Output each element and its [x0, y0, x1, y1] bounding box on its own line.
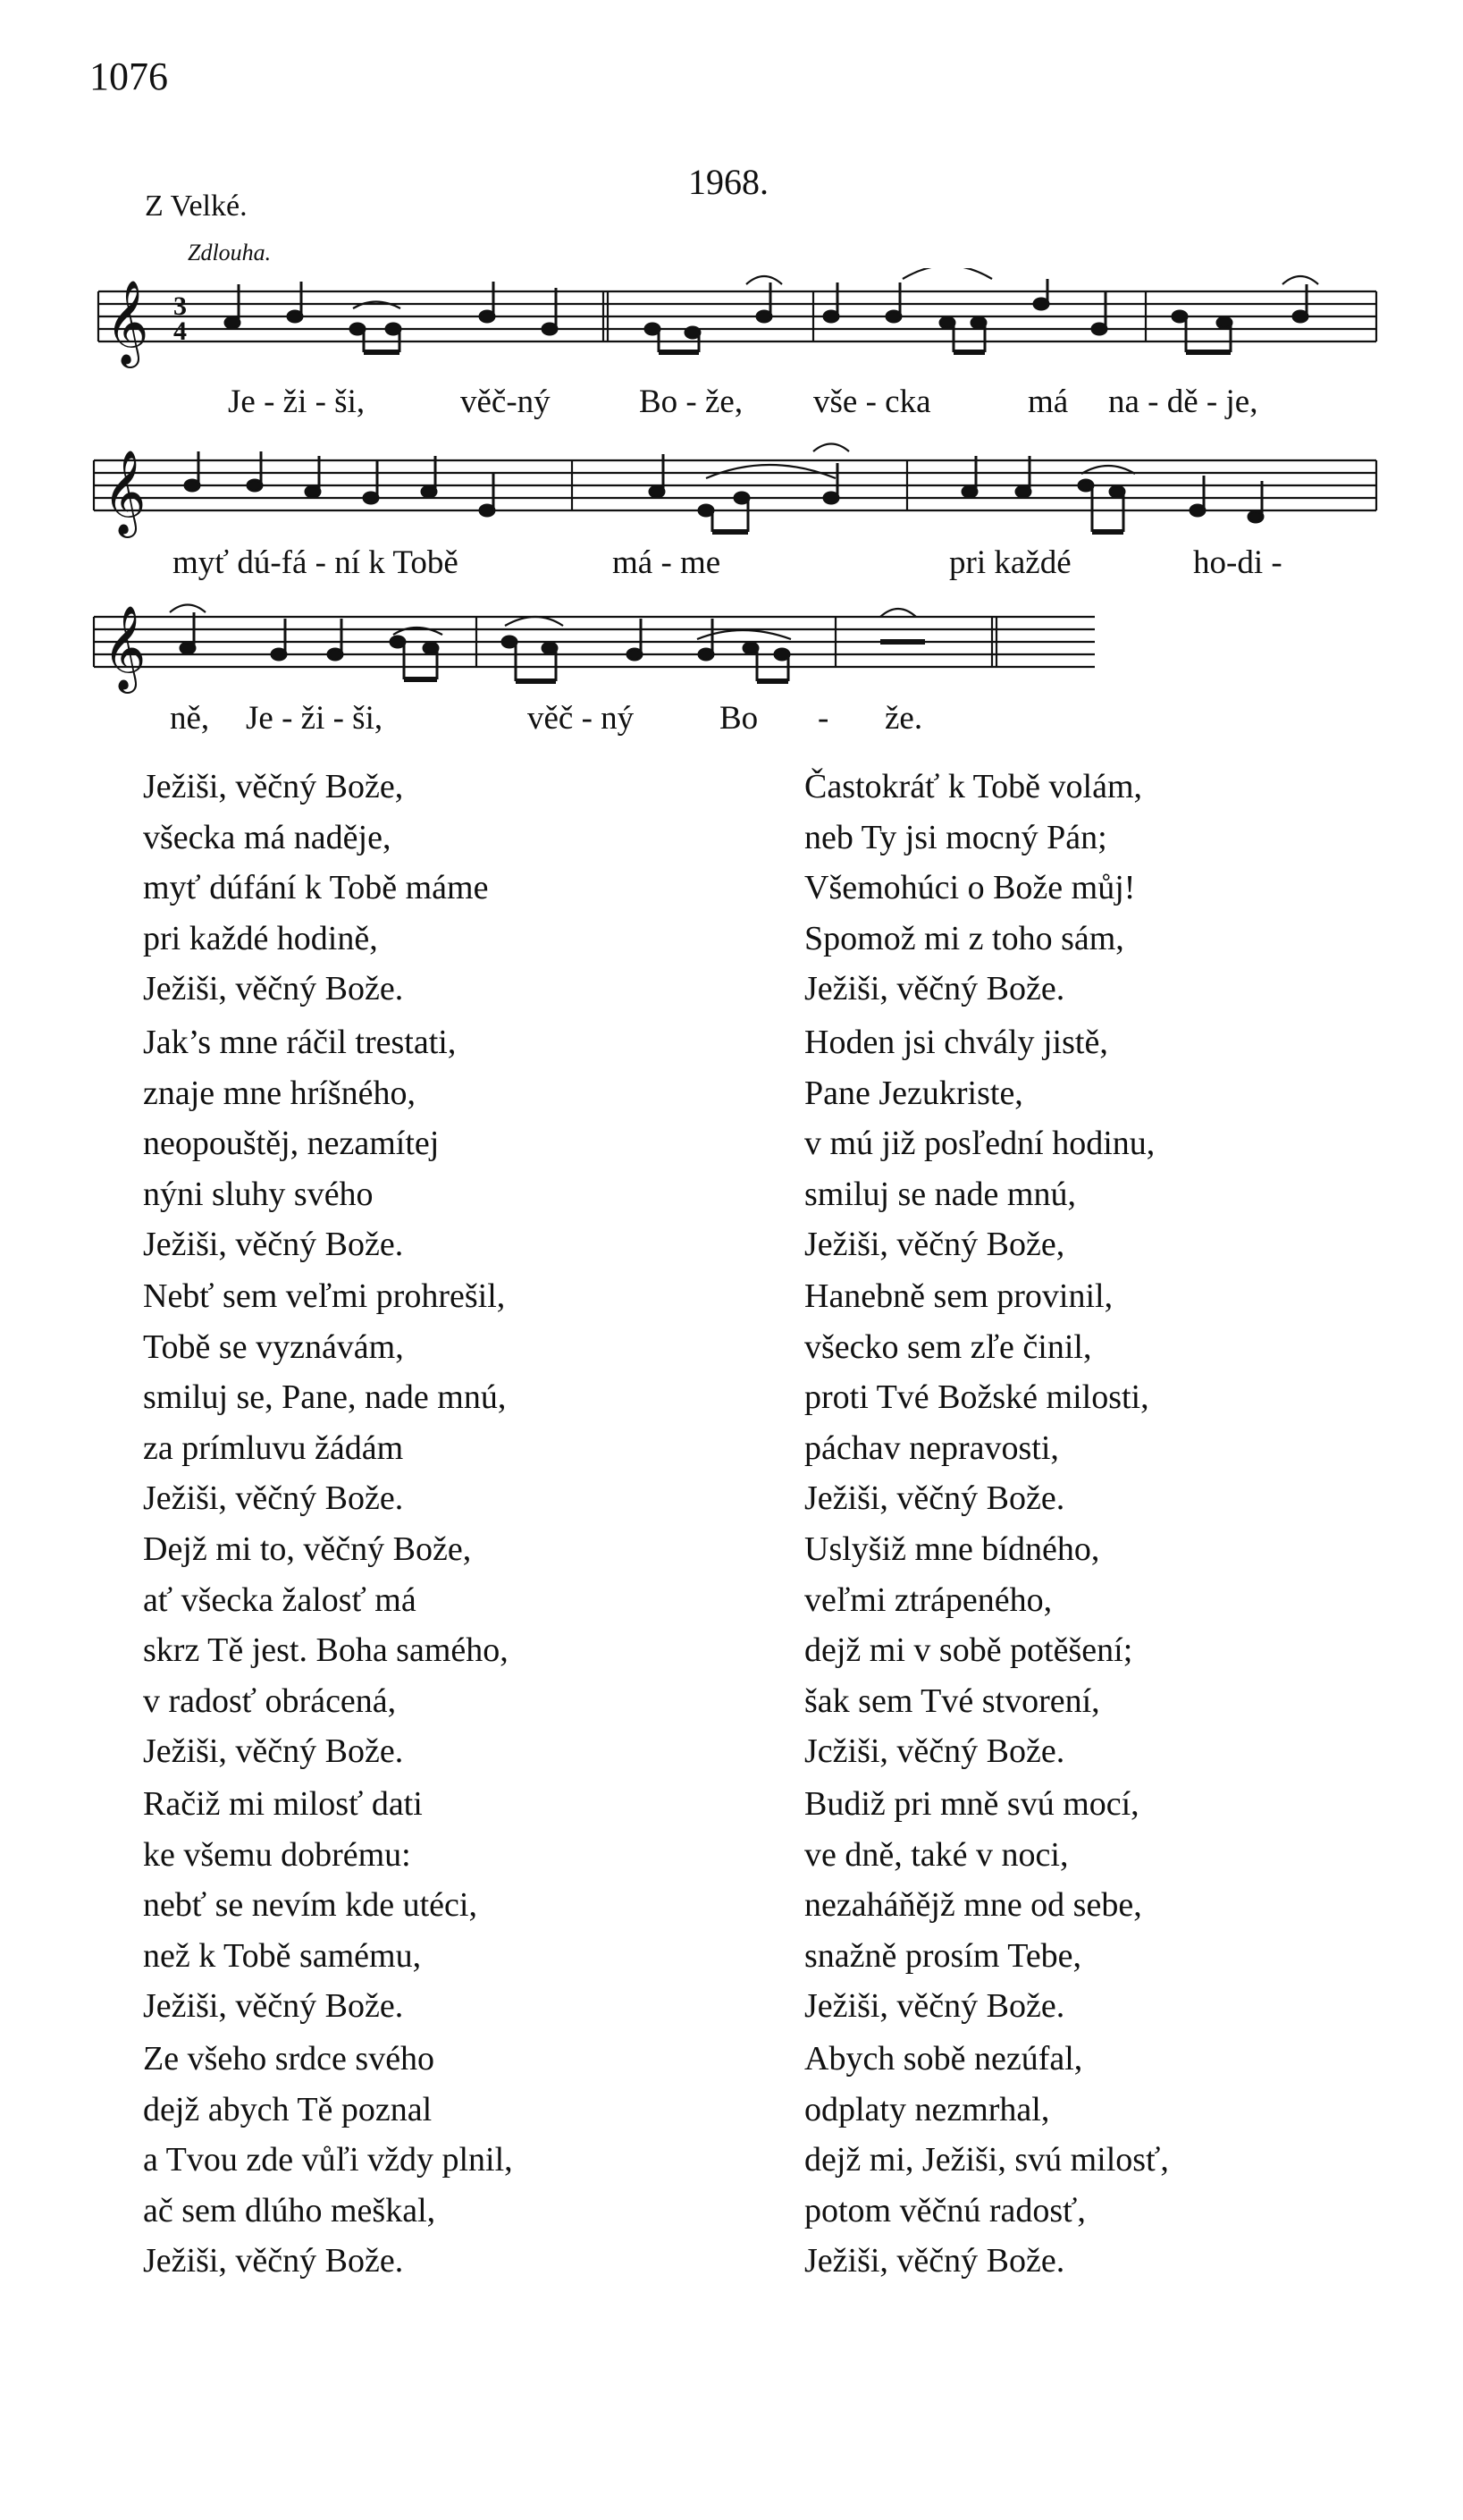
verse-left-6	[143, 2034, 715, 2287]
verse-line: neb Ty jsi mocný Pán;	[804, 818, 1107, 856]
verse-line: Jak’s mne ráčil trestati,	[143, 1024, 457, 1061]
verse-line: Tobě se vyznávám,	[143, 1327, 404, 1366]
verse-line: Hoden jsi chvály jistě,	[804, 1024, 1108, 1061]
verse-line: proti Tvé Božské milosti,	[804, 1378, 1149, 1416]
music-staff-2	[0, 438, 1463, 554]
treble-clef-icon: 𝄞	[103, 605, 147, 690]
verse-line: Hanebně sem provinil,	[804, 1277, 1114, 1315]
lyric-line-2-syllable: ho-di -	[1193, 544, 1282, 581]
verse-line: Budiž pri mně svú mocí,	[804, 1785, 1139, 1823]
verse-line: dejž mi v sobě potěšení;	[804, 1631, 1133, 1669]
verse-left-2	[143, 1017, 715, 1270]
verse-line: Abych sobě nezúfal,	[804, 2040, 1083, 2078]
verse-line: Ježiši, věčný Bože.	[804, 1479, 1065, 1517]
verse-line: páchav nepravosti,	[804, 1429, 1059, 1467]
time-signature-lower: 4	[173, 316, 187, 346]
verse-line: znaje mne hríšného,	[143, 1074, 416, 1112]
verse-line: Spomož mi z toho sám,	[804, 919, 1124, 957]
verse-line: smiluj se, Pane, nade mnú,	[143, 1378, 507, 1416]
lyric-line-2-syllable: myť dú-fá - ní k Tobě	[172, 544, 458, 581]
verse-line: Nebť sem veľmi prohrešil,	[143, 1277, 506, 1315]
verse-line: Ježiši, věčný Bože.	[143, 1226, 404, 1263]
verse-line: Ježiši, věčný Bože,	[804, 1226, 1065, 1263]
lyric-line-3-syllable: ně,	[170, 700, 210, 737]
verse-line: Ježiši, věčný Bože.	[143, 970, 404, 1007]
verse-line: Ježiši, věčný Bože,	[143, 768, 404, 805]
verse-line: ač sem dlúho meškal,	[143, 2191, 436, 2229]
verse-line: v mú již posľední hodinu,	[804, 1125, 1156, 1162]
verse-line: smiluj se nade mnú,	[804, 1175, 1076, 1213]
verse-right-6	[804, 2034, 1376, 2287]
treble-clef-icon: 𝄞	[103, 450, 147, 535]
verse-line: nýni sluhy svého	[143, 1175, 374, 1213]
verse-line: všecko sem zľe činil,	[804, 1327, 1092, 1366]
verse-line: neopouštěj, nezamítej	[143, 1125, 440, 1162]
verse-line: všecka má naděje,	[143, 818, 391, 856]
lyric-line-1-syllable: Bo - že,	[639, 383, 744, 420]
song-number: 1968.	[688, 162, 769, 202]
treble-clef-icon: 𝄞	[105, 280, 149, 365]
verse-right-1	[804, 762, 1376, 1015]
lyric-line-3-syllable: Bo	[719, 700, 759, 737]
verse-line: Ježiši, věčný Bože.	[804, 970, 1065, 1007]
verse-line: Jcžiši, věčný Bože.	[804, 1732, 1065, 1770]
verse-line: Ježiši, věčný Bože.	[804, 1987, 1065, 2025]
verse-line: nebť se nevím kde utéci,	[143, 1886, 477, 1924]
verse-line: Ježiši, věčný Bože.	[143, 1732, 404, 1770]
lyric-line-3-syllable: Je - ži - ši,	[246, 700, 383, 737]
lyric-line-3-syllable: že.	[885, 700, 923, 737]
verse-line: Ježiši, věčný Bože.	[143, 2242, 404, 2280]
verse-left-5	[143, 1779, 715, 2032]
verse-line: v radosť obrácená,	[143, 1681, 397, 1720]
verse-line: Uslyšiž mne bídného,	[804, 1530, 1100, 1568]
verse-line: odplaty nezmrhal,	[804, 2090, 1050, 2128]
verse-left-4	[143, 1524, 715, 1777]
lyric-line-1-syllable: vše - cka	[813, 383, 931, 420]
lyric-line-1-syllable: Je - ži - ši,	[228, 383, 366, 420]
verse-right-3	[804, 1271, 1376, 1524]
verse-line: Račiž mi milosť dati	[143, 1785, 423, 1823]
verse-line: myť dúfání k Tobě máme	[143, 869, 489, 906]
music-staff-3	[0, 594, 1463, 711]
verse-right-2	[804, 1017, 1376, 1270]
lyric-line-1-syllable: věč-ný	[460, 383, 551, 420]
verse-line: Častokráť k Tobě volám,	[804, 768, 1143, 805]
verse-line: šak sem Tvé stvorení,	[804, 1681, 1100, 1720]
verse-line: dejž abych Tě poznal	[143, 2090, 433, 2128]
verse-line: Ježiši, věčný Bože.	[143, 1987, 404, 2025]
music-staff-1	[0, 268, 1463, 384]
verse-line: Dejž mi to, věčný Bože,	[143, 1530, 472, 1568]
tempo-marking: Zdlouha.	[188, 240, 272, 265]
verse-line: Ježiši, věčný Bože.	[143, 1479, 404, 1517]
verse-line: pri každé hodině,	[143, 919, 378, 957]
verse-line: skrz Tě jest. Boha samého,	[143, 1631, 509, 1669]
time-signature-upper: 3	[173, 291, 187, 321]
verse-line: ke všemu dobrému:	[143, 1835, 411, 1874]
verse-line: a Tvou zde vůľi vždy plnil,	[143, 2141, 513, 2179]
lyric-line-3-syllable: věč - ný	[527, 700, 635, 737]
verse-line: ve dně, také v noci,	[804, 1835, 1069, 1874]
verse-line: potom věčnú radosť,	[804, 2191, 1086, 2229]
lyric-line-1-syllable: má	[1028, 383, 1069, 420]
lyric-line-2-syllable: pri každé	[949, 544, 1072, 581]
verse-line: Ze všeho srdce svého	[143, 2040, 435, 2078]
verse-line: veľmi ztrápeného,	[804, 1580, 1053, 1619]
verse-line: Ježiši, věčný Bože.	[804, 2242, 1065, 2280]
verse-right-5	[804, 1779, 1376, 2032]
verse-left-3	[143, 1271, 715, 1524]
verse-line: dejž mi, Ježiši, svú milosť,	[804, 2141, 1169, 2179]
verse-left-1	[143, 762, 715, 1015]
verse-line: Všemohúci o Bože můj!	[804, 869, 1136, 906]
verse-line: Pane Jezukriste,	[804, 1074, 1023, 1112]
song-origin: Z Velké.	[145, 190, 248, 223]
lyric-line-2-syllable: má - me	[612, 544, 721, 581]
verse-line: za prímluvu žádám	[143, 1429, 404, 1467]
verse-line: snažně prosím Tebe,	[804, 1936, 1082, 1975]
verse-line: než k Tobě samému,	[143, 1936, 422, 1975]
page-number: 1076	[89, 55, 168, 98]
verse-line: ať všecka žalosť má	[143, 1580, 416, 1619]
lyric-line-1-syllable: na - dě - je,	[1108, 383, 1258, 420]
verse-line: nezaháňějž mne od sebe,	[804, 1886, 1142, 1924]
lyric-line-3-syllable: -	[818, 700, 829, 737]
verse-right-4	[804, 1524, 1376, 1777]
